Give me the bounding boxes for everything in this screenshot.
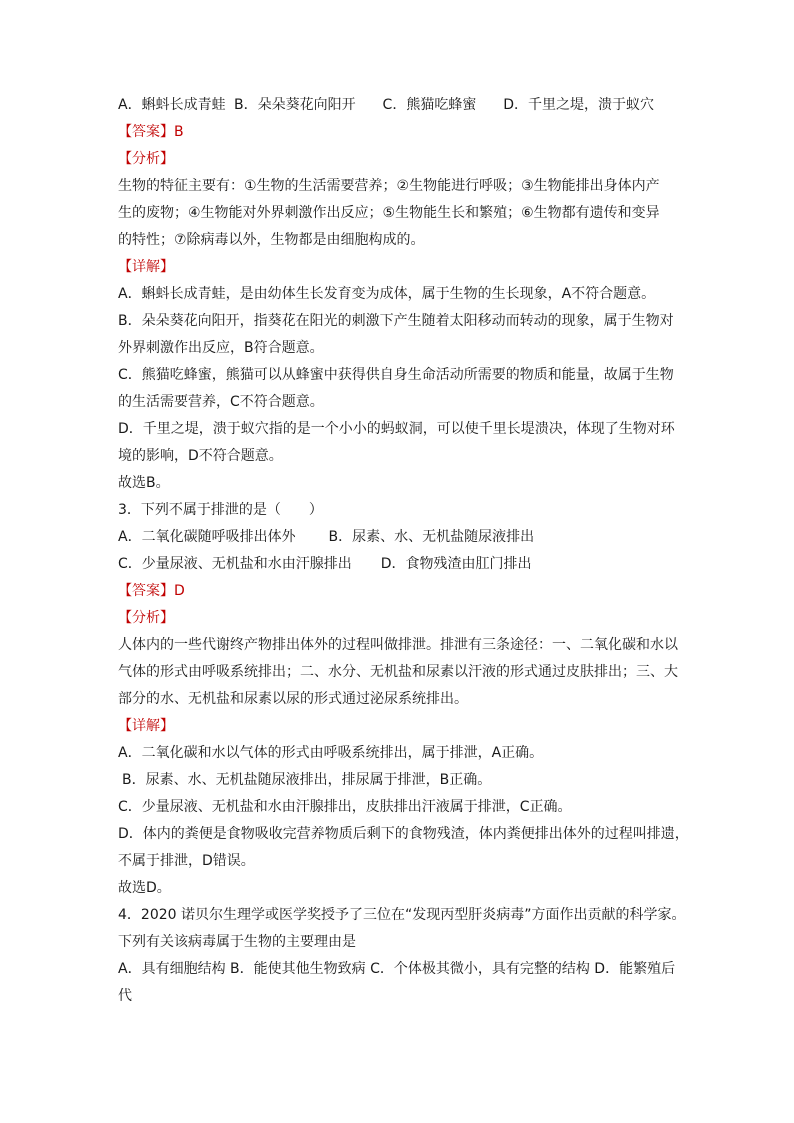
document-page bbox=[118, 92, 689, 1010]
detail-text: 外界刺激作出反应， bbox=[118, 340, 244, 356]
detail-letter: B bbox=[439, 772, 450, 788]
q3-detail-line bbox=[118, 821, 689, 848]
detail-text: 不符合题意。 bbox=[239, 394, 324, 410]
q4-options-line: A．具有细胞结构 B．能使其他生物致病 C．个体极其微小，具有完整的结构 D．能繁殖后 bbox=[118, 961, 676, 977]
q2-analysis-tag: 【分析】 bbox=[118, 151, 174, 167]
q3-detail-line bbox=[118, 767, 680, 794]
q2-option-d: D．千里之堤，溃于蚁穴 bbox=[503, 97, 655, 113]
q3-stem: 3．下列不属于排泄的是（ ） bbox=[118, 502, 323, 518]
q2-analysis-line: 的特性；⑦除病毒以外，生物都是由细胞构成的。 bbox=[118, 232, 425, 248]
detail-text: D．体内的粪便是食物吸收完营养物质后剩下的食物残渣，体内粪便排出体外的过程叫排遗， bbox=[118, 826, 689, 842]
detail-text: 不符合题意。 bbox=[198, 448, 283, 464]
detail-text: 正确。 bbox=[529, 799, 572, 815]
q2-analysis-line: 生的废物；④生物能对外界刺激作出反应；⑤生物能生长和繁殖；⑥生物都有遗传和变异 bbox=[118, 205, 660, 221]
q2-detail-line bbox=[118, 335, 680, 362]
detail-letter: A bbox=[561, 286, 572, 302]
detail-text: C．少量尿液、无机盐和水由汗腺排出，皮肤排出汗液属于排泄， bbox=[118, 799, 520, 815]
detail-text: 错误。 bbox=[212, 853, 255, 869]
detail-text: 正确。 bbox=[449, 772, 492, 788]
answer-value: D bbox=[174, 583, 185, 599]
detail-text: 不属于排泄， bbox=[118, 853, 202, 869]
detail-text: 符合题意。 bbox=[253, 340, 324, 356]
detail-text: D．千里之堤，溃于蚁穴指的是一个小小的蚂蚁洞，可以使千里长堤溃决，体现了生物对环 bbox=[118, 421, 675, 437]
conclusion-answer: B bbox=[146, 475, 156, 491]
detail-text: B．朵朵葵花向阳开，指葵花在阳光的刺激下产生随着太阳移动而转动的现象，属于生物对 bbox=[118, 313, 674, 329]
q2-detail-line bbox=[118, 443, 680, 470]
detail-text: 不符合题意。 bbox=[571, 286, 656, 302]
q2-analysis-line: 生物的特征主要有：①生物的生活需要营养；②生物能进行呼吸；③生物能排出身体内产 bbox=[118, 178, 660, 194]
q2-option-c: C．熊猫吃蜂蜜 bbox=[382, 97, 477, 113]
answer-tag: 【答案】 bbox=[118, 124, 174, 140]
q3-detail-tag: 【详解】 bbox=[118, 718, 174, 734]
q3-analysis-line: 气体的形式由呼吸系统排出；二、水分、无机盐和尿素以汗液的形式通过皮肤排出；三、大 bbox=[118, 664, 678, 680]
detail-letter: B bbox=[244, 340, 254, 356]
detail-letter: C bbox=[230, 394, 240, 410]
conclusion-suffix: 。 bbox=[156, 880, 171, 896]
q4-options-line: 代 bbox=[118, 988, 132, 1004]
q4-stem-line: 下列有关该病毒属于生物的主要理由是 bbox=[118, 934, 356, 950]
detail-text: 的生活需要营养， bbox=[118, 394, 230, 410]
q2-detail-line bbox=[118, 389, 680, 416]
detail-text: 正确。 bbox=[501, 745, 544, 761]
conclusion-prefix: 故选 bbox=[118, 880, 146, 896]
q3-detail-line bbox=[118, 740, 680, 767]
detail-letter: D bbox=[202, 853, 213, 869]
q3-analysis-line: 部分的水、无机盐和尿素以尿的形式通过泌尿系统排出。 bbox=[118, 691, 468, 707]
detail-letter: A bbox=[491, 745, 502, 761]
detail-text: 境的影响， bbox=[118, 448, 188, 464]
answer-value: B bbox=[174, 124, 184, 140]
q2-detail-line bbox=[118, 308, 680, 335]
detail-text: A．蝌蚪长成青蛙，是由幼体生长发育变为成体，属于生物的生长现象， bbox=[118, 286, 562, 302]
detail-letter: C bbox=[519, 799, 530, 815]
q3-option-c: C．少量尿液、无机盐和水由汗腺排出 bbox=[118, 556, 352, 572]
q3-analysis-line: 人体内的一些代谢终产物排出体外的过程叫做排泄。排泄有三条途径：一、二氧化碳和水以 bbox=[118, 637, 678, 653]
detail-text: A．二氧化碳和水以气体的形式由呼吸系统排出，属于排泄， bbox=[118, 745, 492, 761]
q3-answer bbox=[118, 578, 680, 605]
q3-analysis-tag: 【分析】 bbox=[118, 610, 174, 626]
q3-detail-line bbox=[118, 848, 680, 875]
q2-detail-line bbox=[118, 416, 680, 443]
q2-detail-line bbox=[118, 281, 680, 308]
q3-detail-line bbox=[118, 794, 680, 821]
q2-option-a: A．蝌蚪长成青蛙 bbox=[118, 97, 226, 113]
conclusion-suffix: 。 bbox=[155, 475, 170, 491]
q4-stem-line: 4．2020 诺贝尔生理学或医学奖授予了三位在“发现丙型肝炎病毒”方面作出贡献的科学家。 bbox=[118, 907, 686, 923]
q2-option-b: B．朵朵葵花向阳开 bbox=[234, 97, 356, 113]
detail-letter: D bbox=[188, 448, 199, 464]
detail-text: B．尿素、水、无机盐随尿液排出，排尿属于排泄， bbox=[122, 772, 440, 788]
answer-tag: 【答案】 bbox=[118, 583, 174, 599]
q2-conclusion bbox=[118, 470, 680, 497]
q3-option-b: B．尿素、水、无机盐随尿液排出 bbox=[328, 529, 535, 545]
q2-answer bbox=[118, 119, 680, 146]
q2-detail-tag: 【详解】 bbox=[118, 259, 174, 275]
conclusion-answer: D bbox=[146, 880, 157, 896]
q2-options-line bbox=[118, 92, 680, 119]
conclusion-prefix: 故选 bbox=[118, 475, 146, 491]
q3-options-row bbox=[118, 524, 680, 551]
q3-option-d: D．食物残渣由肛门排出 bbox=[380, 556, 532, 572]
q3-option-a: A．二氧化碳随呼吸排出体外 bbox=[118, 529, 296, 545]
q3-conclusion bbox=[118, 875, 680, 902]
detail-text: C．熊猫吃蜂蜜，熊猫可以从蜂蜜中获得供自身生命活动所需要的物质和能量，故属于生物 bbox=[118, 367, 674, 383]
q2-detail-line bbox=[118, 362, 680, 389]
q3-options-row bbox=[118, 551, 680, 578]
